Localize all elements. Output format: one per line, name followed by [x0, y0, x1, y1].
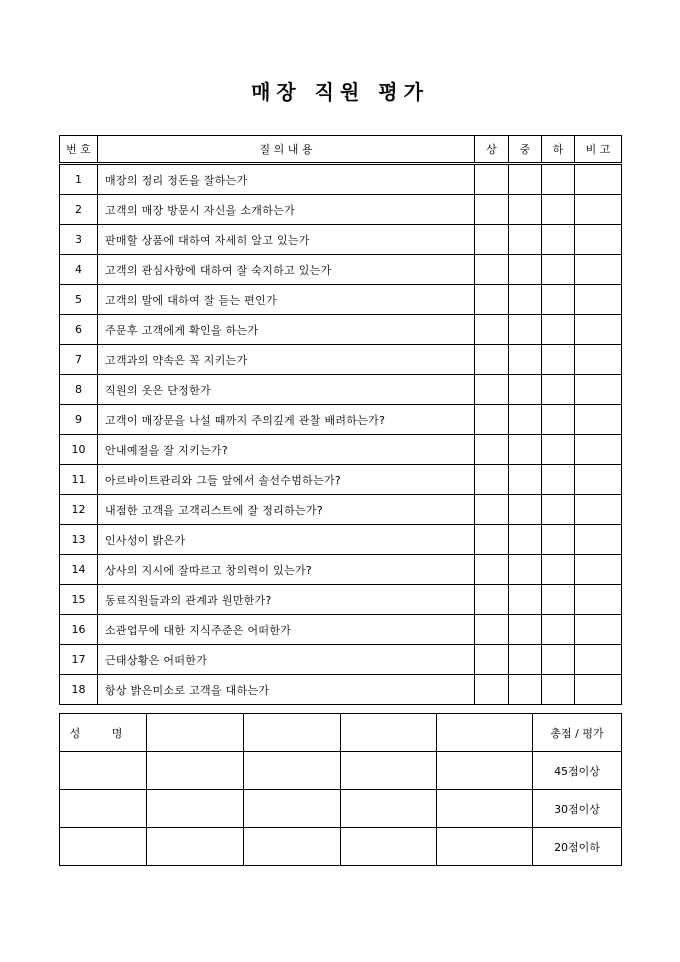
- summary-cell[interactable]: [60, 790, 147, 828]
- summary-cell[interactable]: [341, 790, 437, 828]
- summary-cell[interactable]: [147, 790, 244, 828]
- note-cell[interactable]: [575, 435, 622, 465]
- name-cell[interactable]: [147, 714, 244, 752]
- question-text: 주문후 고객에게 확인을 하는가: [98, 315, 475, 345]
- summary-row: [60, 790, 622, 828]
- header-high: 상: [475, 136, 509, 164]
- table-row: [60, 195, 622, 225]
- rating-mid-cell[interactable]: [509, 405, 542, 435]
- table-row: [60, 555, 622, 585]
- question-text: 아르바이트관리와 그들 앞에서 솔선수범하는가?: [98, 465, 475, 495]
- name-cell[interactable]: [341, 714, 437, 752]
- note-cell[interactable]: [575, 555, 622, 585]
- question-text: 고객의 말에 대하여 잘 듣는 편인가: [98, 285, 475, 315]
- rating-mid-cell[interactable]: [509, 465, 542, 495]
- rating-low-cell[interactable]: [542, 555, 575, 585]
- rating-low-cell[interactable]: [542, 585, 575, 615]
- rating-mid-cell[interactable]: [509, 645, 542, 675]
- summary-cell[interactable]: [341, 752, 437, 790]
- row-number: 10: [60, 435, 98, 465]
- row-number: 11: [60, 465, 98, 495]
- rating-high-cell[interactable]: [475, 225, 509, 255]
- rating-low-cell[interactable]: [542, 495, 575, 525]
- question-text: 상사의 지시에 잘따르고 창의력이 있는가?: [98, 555, 475, 585]
- table-row: [60, 164, 622, 195]
- header-mid: 중: [509, 136, 542, 164]
- table-row: [60, 465, 622, 495]
- header-low: 하: [542, 136, 575, 164]
- summary-cell[interactable]: [147, 752, 244, 790]
- rating-low-cell[interactable]: [542, 285, 575, 315]
- row-number: 13: [60, 525, 98, 555]
- rating-label: 45점이상: [533, 752, 622, 790]
- rating-high-cell[interactable]: [475, 645, 509, 675]
- rating-mid-cell[interactable]: [509, 315, 542, 345]
- rating-high-cell[interactable]: [475, 465, 509, 495]
- rating-low-cell[interactable]: [542, 164, 575, 195]
- summary-row: [60, 752, 622, 790]
- rating-low-cell[interactable]: [542, 315, 575, 345]
- rating-label: 30점이상: [533, 790, 622, 828]
- note-cell[interactable]: [575, 615, 622, 645]
- row-number: 1: [60, 164, 98, 195]
- row-number: 14: [60, 555, 98, 585]
- question-text: 동료직원들과의 관계과 원만한가?: [98, 585, 475, 615]
- row-number: 8: [60, 375, 98, 405]
- question-text: 판매할 상품에 대하여 자세히 알고 있는가: [98, 225, 475, 255]
- row-number: 7: [60, 345, 98, 375]
- note-cell[interactable]: [575, 465, 622, 495]
- rating-high-cell[interactable]: [475, 164, 509, 195]
- row-number: 17: [60, 645, 98, 675]
- summary-cell[interactable]: [244, 752, 341, 790]
- rating-mid-cell[interactable]: [509, 375, 542, 405]
- question-text: 고객의 관심사항에 대하여 잘 숙지하고 있는가: [98, 255, 475, 285]
- name-cell[interactable]: [437, 714, 533, 752]
- rating-high-cell[interactable]: [475, 495, 509, 525]
- table-row: [60, 225, 622, 255]
- note-cell[interactable]: [575, 585, 622, 615]
- note-cell[interactable]: [575, 405, 622, 435]
- row-number: 12: [60, 495, 98, 525]
- question-text: 고객의 매장 방문시 자신을 소개하는가: [98, 195, 475, 225]
- rating-mid-cell[interactable]: [509, 255, 542, 285]
- rating-high-cell[interactable]: [475, 195, 509, 225]
- summary-row: [60, 828, 622, 866]
- summary-header-row: [60, 714, 622, 752]
- table-row: [60, 255, 622, 285]
- header-content: 질 의 내 용: [98, 136, 475, 164]
- rating-mid-cell[interactable]: [509, 675, 542, 705]
- evaluation-table: [59, 135, 622, 705]
- row-number: 15: [60, 585, 98, 615]
- question-text: 내점한 고객을 고객리스트에 잘 정리하는가?: [98, 495, 475, 525]
- summary-cell[interactable]: [244, 828, 341, 866]
- rating-mid-cell[interactable]: [509, 495, 542, 525]
- rating-mid-cell[interactable]: [509, 585, 542, 615]
- note-cell[interactable]: [575, 255, 622, 285]
- rating-high-cell[interactable]: [475, 615, 509, 645]
- rating-mid-cell[interactable]: [509, 525, 542, 555]
- summary-cell[interactable]: [437, 752, 533, 790]
- question-text: 매장의 정리 정돈을 잘하는가: [98, 164, 475, 195]
- rating-mid-cell[interactable]: [509, 615, 542, 645]
- question-text: 근태상황은 어떠한가: [98, 645, 475, 675]
- name-cell[interactable]: [244, 714, 341, 752]
- rating-low-cell[interactable]: [542, 645, 575, 675]
- rating-mid-cell[interactable]: [509, 285, 542, 315]
- score-label: 총점 / 평가: [533, 714, 622, 752]
- rating-low-cell[interactable]: [542, 375, 575, 405]
- table-row: [60, 315, 622, 345]
- table-row: [60, 435, 622, 465]
- rating-high-cell[interactable]: [475, 525, 509, 555]
- question-text: 안내예절을 잘 지키는가?: [98, 435, 475, 465]
- rating-low-cell[interactable]: [542, 405, 575, 435]
- note-cell[interactable]: [575, 495, 622, 525]
- note-cell[interactable]: [575, 525, 622, 555]
- summary-cell[interactable]: [60, 752, 147, 790]
- summary-table: [59, 713, 622, 866]
- table-row: [60, 615, 622, 645]
- rating-high-cell[interactable]: [475, 675, 509, 705]
- table-row: [60, 585, 622, 615]
- rating-low-cell[interactable]: [542, 525, 575, 555]
- question-text: 고객과의 약속은 꼭 지키는가: [98, 345, 475, 375]
- row-number: 16: [60, 615, 98, 645]
- rating-mid-cell[interactable]: [509, 195, 542, 225]
- name-label: 성 명: [60, 714, 147, 752]
- rating-label: 20점이하: [533, 828, 622, 866]
- table-row: [60, 525, 622, 555]
- rating-mid-cell[interactable]: [509, 225, 542, 255]
- table-row: [60, 285, 622, 315]
- note-cell[interactable]: [575, 285, 622, 315]
- summary-cell[interactable]: [244, 790, 341, 828]
- note-cell[interactable]: [575, 645, 622, 675]
- rating-low-cell[interactable]: [542, 195, 575, 225]
- rating-high-cell[interactable]: [475, 315, 509, 345]
- row-number: 4: [60, 255, 98, 285]
- rating-high-cell[interactable]: [475, 585, 509, 615]
- row-number: 5: [60, 285, 98, 315]
- question-text: 소관업무에 대한 지식주준은 어떠한가: [98, 615, 475, 645]
- question-text: 인사성이 밝은가: [98, 525, 475, 555]
- rating-high-cell[interactable]: [475, 255, 509, 285]
- note-cell[interactable]: [575, 315, 622, 345]
- note-cell[interactable]: [575, 675, 622, 705]
- row-number: 9: [60, 405, 98, 435]
- rating-high-cell[interactable]: [475, 555, 509, 585]
- rating-mid-cell[interactable]: [509, 164, 542, 195]
- note-cell[interactable]: [575, 375, 622, 405]
- table-row: [60, 405, 622, 435]
- row-number: 2: [60, 195, 98, 225]
- rating-low-cell[interactable]: [542, 465, 575, 495]
- row-number: 18: [60, 675, 98, 705]
- rating-mid-cell[interactable]: [509, 345, 542, 375]
- rating-low-cell[interactable]: [542, 225, 575, 255]
- summary-cell[interactable]: [60, 828, 147, 866]
- rating-high-cell[interactable]: [475, 435, 509, 465]
- rating-high-cell[interactable]: [475, 375, 509, 405]
- table-row: [60, 645, 622, 675]
- summary-cell[interactable]: [437, 828, 533, 866]
- note-cell[interactable]: [575, 164, 622, 195]
- page-title: 매장 직원 평가: [251, 80, 429, 104]
- question-text: 직원의 옷은 단정한가: [98, 375, 475, 405]
- table-row: [60, 495, 622, 525]
- rating-low-cell[interactable]: [542, 345, 575, 375]
- question-text: 항상 밝은미소로 고객을 대하는가: [98, 675, 475, 705]
- rating-high-cell[interactable]: [475, 285, 509, 315]
- note-cell[interactable]: [575, 195, 622, 225]
- summary-cell[interactable]: [147, 828, 244, 866]
- rating-high-cell[interactable]: [475, 345, 509, 375]
- rating-high-cell[interactable]: [475, 405, 509, 435]
- row-number: 6: [60, 315, 98, 345]
- summary-cell[interactable]: [341, 828, 437, 866]
- question-text: 고객이 매장문을 나설 때까지 주의깊게 관찰 배려하는가?: [98, 405, 475, 435]
- rating-mid-cell[interactable]: [509, 435, 542, 465]
- rating-mid-cell[interactable]: [509, 555, 542, 585]
- note-cell[interactable]: [575, 225, 622, 255]
- rating-low-cell[interactable]: [542, 675, 575, 705]
- table-row: [60, 345, 622, 375]
- rating-low-cell[interactable]: [542, 615, 575, 645]
- note-cell[interactable]: [575, 345, 622, 375]
- row-number: 3: [60, 225, 98, 255]
- summary-cell[interactable]: [437, 790, 533, 828]
- table-row: [60, 675, 622, 705]
- table-row: [60, 375, 622, 405]
- header-no: 번 호: [60, 136, 98, 164]
- rating-low-cell[interactable]: [542, 255, 575, 285]
- table-header-row: [60, 136, 622, 164]
- header-note: 비 고: [575, 136, 622, 164]
- rating-low-cell[interactable]: [542, 435, 575, 465]
